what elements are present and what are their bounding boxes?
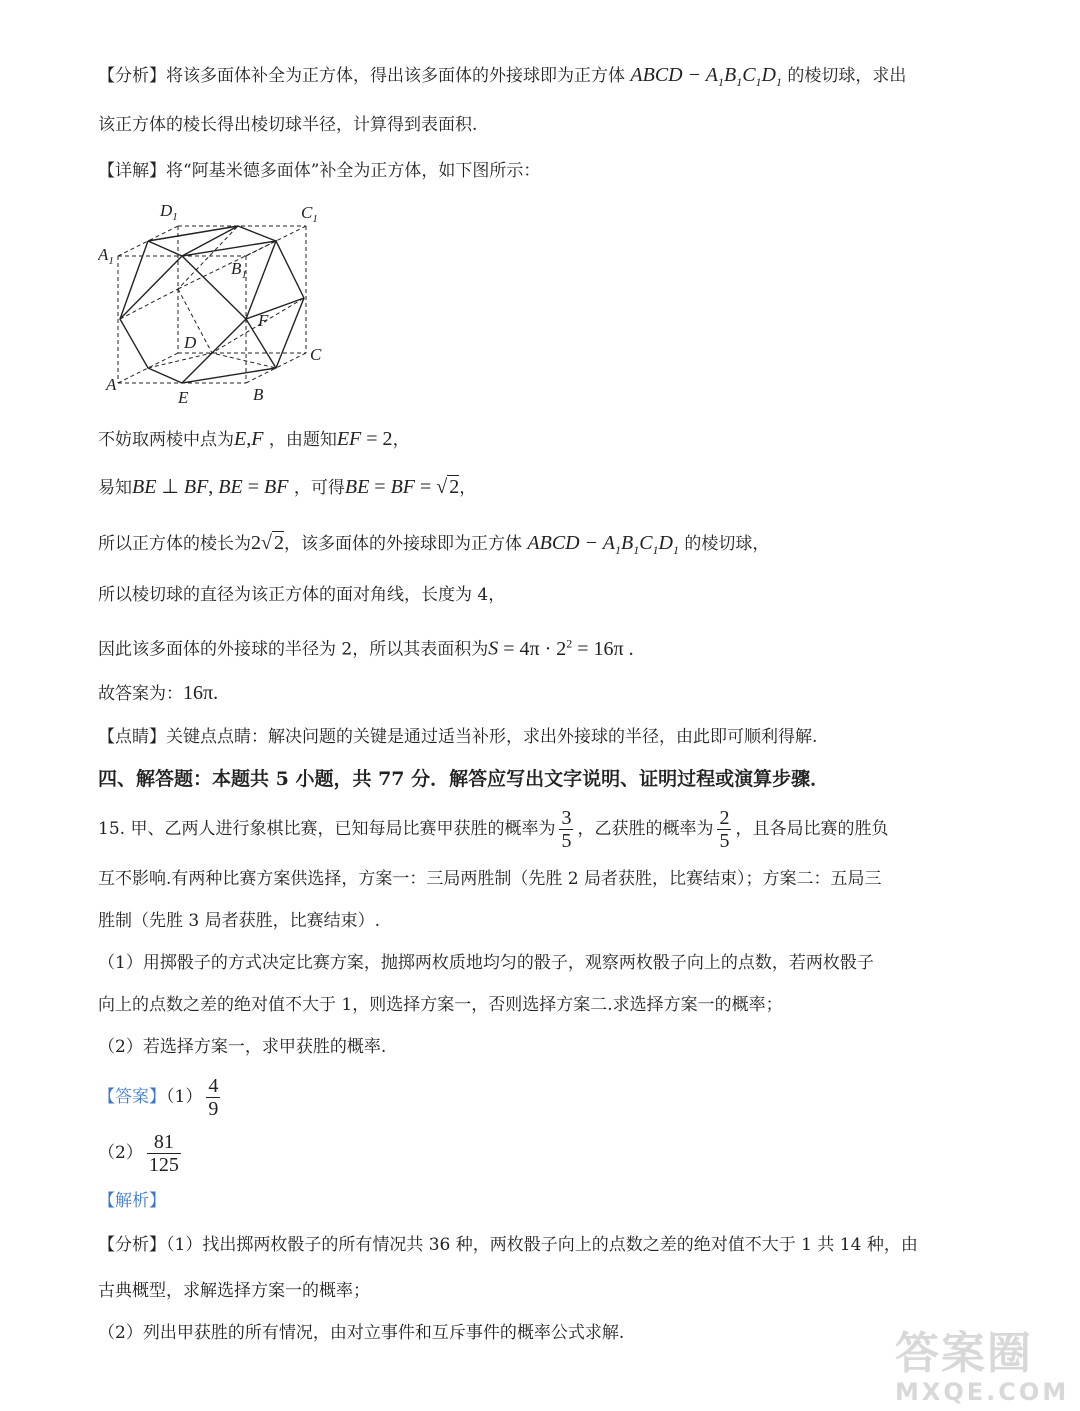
frac-den: 5 [561, 830, 572, 852]
label-d: D [184, 333, 197, 352]
answer-line-2 [98, 1128, 185, 1178]
analysis-line-1 [98, 62, 906, 95]
hidden-edge [120, 226, 238, 319]
detail-text: 将“阿基米德多面体”补全为正方体，如下图所示： [166, 161, 541, 181]
final-answer-value: 16π. [183, 682, 219, 704]
formula-area: = $4\pi \cdot 2^2 = 16\pi$ . [498, 636, 634, 660]
label-c1: $C_1$ [301, 203, 318, 225]
detail-tag: 【详解】 [98, 161, 166, 181]
step-1-text-b: ，由题知 [268, 430, 337, 450]
watermark-top: 答案圈 [895, 1328, 1033, 1379]
hidden-edge [148, 353, 276, 368]
analysis2-line-1 [98, 1232, 918, 1258]
frac-den: 125 [148, 1154, 179, 1176]
analysis-text-1: 将该多面体补全为正方体，得出该多面体的外接球即为正方体 [166, 66, 625, 86]
eq-sym: = [369, 476, 391, 498]
comma: , [246, 428, 252, 450]
label-c: C [310, 345, 322, 364]
perp-sym: ⊥ [156, 476, 184, 498]
formula-eq-2: = 2 [361, 428, 393, 450]
detail-line [98, 158, 540, 184]
formula-ef-points: E [234, 428, 247, 450]
watermark-bottom: MXQE.COM [895, 1378, 1070, 1406]
analysis-line-2: 该正方体的棱长得出棱切球半径，计算得到表面积. [98, 115, 478, 135]
formula-edge-length: 2√ 2 [251, 532, 284, 554]
answer-part-1-label: （1） [166, 1087, 203, 1107]
q15-text-c: ，且各局比赛的胜负 [735, 819, 889, 839]
frac-num: 2 [719, 807, 730, 829]
step-1-text-a: 不妨取两棱中点为 [98, 430, 234, 450]
q15-line-3: 胜制（先胜 3 局者获胜，比赛结束）. [98, 911, 381, 931]
formula-bf-2: BF [264, 476, 289, 498]
frac-den: 5 [719, 830, 730, 852]
step-6 [98, 680, 218, 707]
watermark-logo [895, 1330, 1075, 1408]
step-4: 所以棱切球的直径为该正方体的面对角线，长度为 4， [98, 585, 506, 605]
frac-num: 81 [153, 1131, 174, 1153]
analysis-tag: 【分析】 [98, 66, 166, 86]
q15-text-b: ，乙获胜的概率为 [577, 819, 714, 839]
q15-line-4: （1）用掷骰子的方式决定比赛方案，抛掷两枚质地均匀的骰子，观察两枚骰子向上的点数，若两枚骰子 [98, 953, 874, 973]
formula-bf-val: BF [390, 476, 416, 498]
label-b: B [253, 385, 264, 404]
label-b1: $B_1$ [231, 259, 247, 281]
label-a1: $A_1$ [98, 245, 114, 267]
step-2-text-b: ，可得 [293, 478, 345, 498]
answer-tag: 【答案】 [98, 1087, 166, 1107]
label-e: E [178, 388, 189, 407]
step-1-text-c: ， [392, 430, 410, 450]
formula-s: S [488, 637, 499, 660]
step-5 [98, 630, 634, 663]
dianjing-tag: 【点睛】 [98, 727, 166, 747]
fraction-4-9 [206, 1075, 220, 1120]
step-3-text-c: 的棱切球， [684, 534, 770, 554]
analysis-text-2: 的棱切球，求出 [787, 66, 907, 86]
answer-part-2-label: （2） [98, 1143, 143, 1163]
analysis2-line-3: （2）列出甲获胜的所有情况，由对立事件和互斥事件的概率公式求解. [98, 1323, 625, 1343]
step-3-text-a: 所以正方体的棱长为 [98, 534, 251, 554]
polyhedron-figure [98, 198, 348, 408]
step-6-label: 故答案为： [98, 684, 183, 704]
frac-num: 4 [208, 1075, 219, 1097]
formula-cube: ABCD − $A_1B_1C_1D_1$ [630, 64, 782, 89]
dianjing-text: 关键点点睛：解决问题的关键是通过适当补形，求出外接球的半径，由此即可顺利得解. [166, 727, 818, 747]
formula-bf: BF [183, 476, 209, 498]
step-1 [98, 426, 410, 453]
step-2 [98, 474, 476, 501]
comma: , [208, 476, 219, 498]
q15-line-6: （2）若选择方案一，求甲获胜的概率. [98, 1037, 387, 1057]
step-5-text-a: 因此该多面体的外接球的半径为 2，所以其表面积为 [98, 639, 489, 660]
fraction-3-5 [559, 807, 573, 852]
formula-f: F [251, 428, 264, 450]
fraction-2-5 [717, 807, 731, 852]
label-a: A [106, 375, 117, 394]
frac-num: 3 [561, 807, 572, 829]
answer-line-1 [98, 1072, 224, 1122]
step-3-text-b: ，该多面体的外接球即为正方体 [283, 534, 522, 554]
q15-line-5: 向上的点数之差的绝对值不大于 1，则选择方案一，否则选择方案二.求选择方案一的概率； [98, 995, 783, 1015]
eq-sym: = [242, 476, 265, 498]
q15-line-2: 互不影响.有两种比赛方案供选择，方案一：三局两胜制（先胜 2 局者获胜，比赛结束）；方案二：五局三 [98, 869, 882, 889]
step-2-text-c: ， [459, 478, 477, 498]
step-2-text-a: 易知 [98, 478, 132, 498]
formula-be-perp: BE [132, 476, 157, 498]
polyhedron-edge [120, 256, 246, 383]
section-4-heading: 四、解答题：本题共 5 小题，共 77 分．解答应写出文字说明、证明过程或演算步骤． [98, 768, 830, 790]
frac-den: 9 [208, 1098, 219, 1120]
q15-line-1 [98, 804, 888, 854]
step-3 [98, 530, 769, 563]
dianjing-line [98, 724, 817, 750]
analysis2-tag: 【分析】 [98, 1235, 166, 1255]
label-d1: $D_1$ [160, 201, 178, 223]
formula-sqrt2: = √ 2 [415, 476, 460, 498]
formula-ef-eq: EF [336, 428, 362, 450]
jiexi-tag: 【解析】 [98, 1191, 166, 1211]
formula-be-val: BE [344, 476, 370, 498]
label-f: F [258, 311, 269, 330]
analysis2-line-2: 古典概型，求解选择方案一的概率； [98, 1281, 370, 1301]
fraction-81-125 [147, 1131, 181, 1176]
q15-text-a: 15. 甲、乙两人进行象棋比赛，已知每局比赛甲获胜的概率为 [98, 819, 556, 839]
analysis2-text-1: （1）找出掷两枚骰子的所有情况共 36 种，两枚骰子向上的点数之差的绝对值不大于 1 共 14 种，由 [166, 1235, 918, 1255]
formula-cube-2: ABCD − $A_1B_1C_1D_1$ [527, 532, 679, 557]
formula-be-eq-bf: BE [218, 476, 243, 498]
